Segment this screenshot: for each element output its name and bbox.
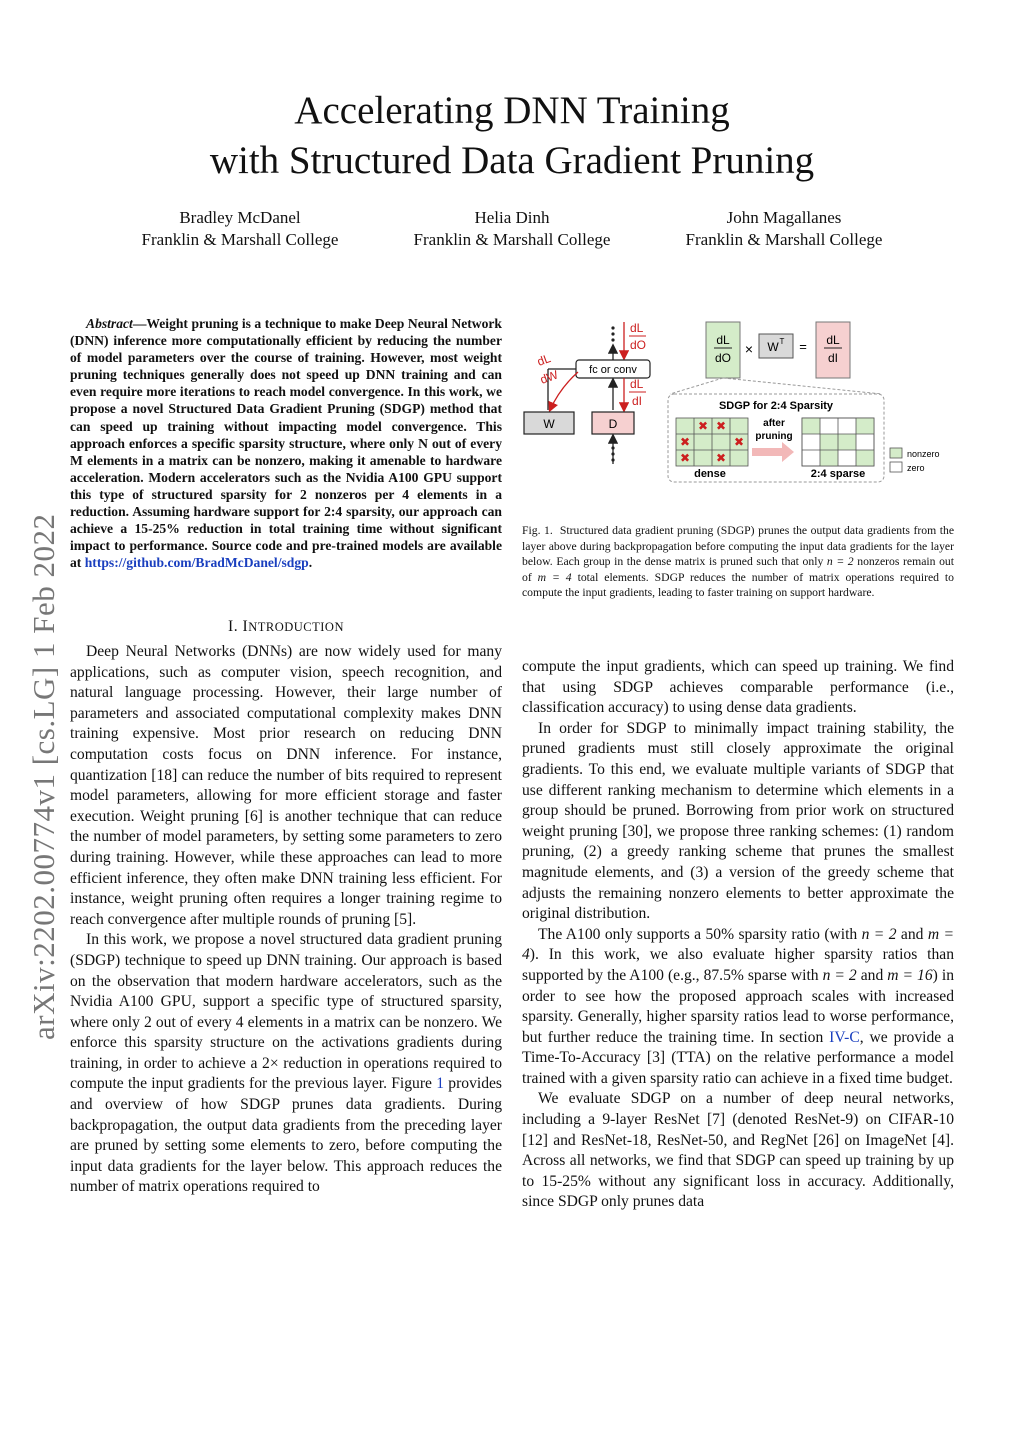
svg-text:dL: dL (826, 333, 840, 347)
intro-paragraph-1: Deep Neural Networks (DNNs) are now widely used for many applications, such as computer vision, speech recognition, and natural language processing. However, their large number of parameters and associated computational complexity makes DNN training expensive. Most prior research on reducing DNN computation costs focus on DNN inference. For instance, quantization [18] can reduce the number of bits required to represent model parameters, allowing for more efficient storage and faster execution. Weight pruning [6] is another technique that can reduce the number of model parameters, by setting some parameters to zero during training. However, while these approaches can lead to more efficient inference, they often make DNN training less efficient. For instance, weight pruning often requires a longer training regime to reach convergence after multiple rounds of pruning [5]. (70, 643, 502, 928)
right-paragraph-4: We evaluate SDGP on a number of deep neural networks, including a 9-layer ResNet [7] (denoted ResNet-9) on CIFAR-10 [12] and ResNet-18, ResNet-50, and RegNet [26] on ImageNet [4]. Across all networks, we find that SDGP can speed up training by up to 15-25% without any significant loss in accuracy. Additionally, since SDGP only prunes data (522, 1090, 954, 1211)
right-paragraph-3: The A100 only supports a 50% sparsity ratio (with n = 2 and m = 4). In this work, we also evaluate higher sparsity ratios than supported by the A100 (e.g., 87.5% sparse with n = 2 and m = 16) in order to see how the proposed approach scales with increased sparsity. Generally, higher sparsity ratios lead to worse performance, but further reduce the training time. In section IV-C, we provide a Time-To-Accuracy [3] (TTA) on the relative performance a model trained with a given sparsity ratio can achieve in a fixed time budget. (522, 925, 955, 1087)
author-name: Helia Dinh (474, 208, 550, 227)
section-reference[interactable]: IV-C (829, 1028, 860, 1046)
sdgp-diagram-svg (520, 318, 960, 488)
svg-text:dO: dO (714, 351, 732, 365)
caption-label: Fig. 1. (522, 524, 553, 537)
abstract: Abstract—Weight pruning is a technique to make Deep Neural Network (DNN) inference more computationally efficient by reducing the number of model parameters over the course of training. However, most weight pruning techniques generally does not speed up DNN training and can even require more iterations to reach model convergence. In this work, we propose a novel Structured Data Gradient Pruning (SDGP) method that can speed up training without impacting model convergence. This approach enforces a specific sparsity structure, where only N out of every M elements in a matrix can be nonzero, making it amenable to hardware acceleration. Modern accelerators such as the Nvidia A100 GPU support this type of structured sparsity for 2 nonzeros per 4 elements in a reduction. Assuming hardware support for 2:4 sparsity, our approach can achieve a 15-25% reduction in total training time without significant impact to performance. Source code and pre-trained models are available at https://github.com/BradMcDanel/sdgp. (70, 316, 502, 571)
svg-text:×: × (744, 341, 754, 357)
svg-text:T: T (779, 337, 785, 346)
svg-text:W: W (767, 340, 779, 354)
dense-label: dense (694, 468, 726, 480)
data-label: D (608, 417, 618, 431)
introduction-body (70, 642, 502, 1198)
svg-text:✖: ✖ (733, 435, 745, 449)
svg-text:✖: ✖ (715, 451, 727, 465)
dl-di-num: dL (630, 377, 644, 391)
author-affiliation: Franklin & Marshall College (413, 230, 611, 249)
figure-1-caption: Fig. 1. Structured data gradient pruning (SDGP) prunes the output data gradients from the layer above during backpropagation before computing the input data gradients for the layer below. Each group in the dense matrix is pruned such that only n = 2 nonzeros remain out of m = 4 total elements. SDGP reduces the number of matrix operations required to compute the input gradients, leading to faster training on support hardware. (522, 524, 955, 600)
intro-paragraph-2: In this work, we propose a novel structured data gradient pruning (SDGP) technique to speed up DNN training. Our approach is based on the observation that modern hardware accelerators, such as the Nvidia A100 GPU, support a specific type of structured sparsity, where only 2 out of every 4 elements in a matrix can be nonzero. We enforce this sparsity structure on the activations gradients during training, in order to achieve a 2× reduction in operations required to compute the input gradients for the previous layer. Figure 1 provides and overview of how SDGP prunes data gradients. During backpropagation, the output data gradients from the preceding layer are pruned by setting some elements to zero, before computing the input data gradients for the layer below. This approach reduces the number of matrix operations required to (70, 931, 502, 1196)
svg-text:✖: ✖ (679, 435, 691, 449)
pruning-label: pruning (755, 431, 793, 442)
abstract-text: —Weight pruning is a technique to make Deep Neural Network (DNN) inference more computationally efficient by reducing the number of model parameters over the course of training. However, most weight pruning techniques generally does not speed up DNN training and can even require more iterations to reach model convergence. In this work, we propose a novel Structured Data Gradient Pruning (SDGP) method that can speed up training without impacting model convergence. This approach enforces a specific sparsity structure, where only N out of every M elements in a matrix can be nonzero, making it amenable to hardware acceleration. Modern accelerators such as the Nvidia A100 GPU support this type of structured sparsity for 2 nonzeros per 4 elements in a reduction. Assuming hardware support for 2:4 sparsity, our approach can achieve a 15-25% reduction in total training time without significant impact to performance. Source code and pre-trained models are available at (70, 316, 502, 571)
author-name: Bradley McDanel (179, 208, 301, 227)
paper-title (0, 86, 1024, 186)
dl-di-den: dI (632, 394, 643, 408)
arxiv-identifier: arXiv:2202.00774v1 [cs.LG] 1 Feb 2022 (26, 513, 61, 1040)
figure-reference[interactable]: 1 (436, 1075, 445, 1093)
author-name: John Magallanes (726, 208, 842, 227)
fc-conv-label: fc or conv (589, 364, 637, 376)
abstract-lead: Abstract (86, 316, 133, 331)
figure-1-diagram (520, 318, 960, 488)
sparse-matrix (802, 418, 874, 480)
author-2 (362, 207, 662, 251)
gradient-equation (670, 322, 882, 394)
svg-text:=: = (799, 339, 807, 354)
after-label: after (763, 418, 785, 429)
title-line-1: Accelerating DNN Training (294, 89, 730, 132)
sdgp-box-title: SDGP for 2:4 Sparsity (718, 400, 834, 412)
svg-text:✖: ✖ (679, 451, 691, 465)
sdgp-sparsity-box (668, 394, 884, 482)
right-paragraph-1: compute the input gradients, which can speed up training. We find that using SDGP achieves comparable performance (i.e., classification accuracy) to using dense data gradients. (522, 658, 954, 717)
dl-do-top-den: dO (630, 338, 647, 352)
dl-do-top-num: dL (630, 321, 644, 335)
svg-text:✖: ✖ (697, 419, 709, 433)
dl-dw-den: dW (538, 367, 560, 387)
right-paragraph-2: In order for SDGP to minimally impact training stability, the pruned gradients must still closely approximate the original gradients. To this end, we evaluate multiple variants of SDGP that use different ranking mechanism to determine which elements in a group should be pruned. Borrowing from prior work on structured weight pruning [30], we propose three ranking schemes: (1) random pruning, (2) a greedy ranking scheme that prunes the smallest magnitude elements, and (3) a version of the greedy scheme that adjusts the remaining nonzero elements to better approximate the original distribution. (522, 719, 954, 923)
legend (890, 448, 940, 473)
legend-zero: zero (907, 463, 925, 473)
svg-text:✖: ✖ (715, 419, 727, 433)
source-code-link[interactable]: https://github.com/BradMcDanel/sdgp (84, 555, 309, 571)
sparse-label: 2:4 sparse (810, 468, 866, 480)
legend-nonzero: nonzero (907, 449, 940, 459)
dl-dw-num: dL (535, 351, 553, 369)
title-line-2: with Structured Data Gradient Pruning (209, 139, 815, 182)
svg-text:dL: dL (716, 333, 730, 347)
author-affiliation: Franklin & Marshall College (685, 230, 883, 249)
weight-label: W (543, 417, 555, 431)
section-heading-introduction: I. INTRODUCTION (228, 618, 344, 635)
author-3 (634, 207, 934, 251)
svg-text:dI: dI (827, 351, 839, 365)
right-column-body (522, 657, 954, 1213)
backprop-diagram (524, 321, 650, 464)
author-1 (90, 207, 390, 251)
author-affiliation: Franklin & Marshall College (141, 230, 339, 249)
